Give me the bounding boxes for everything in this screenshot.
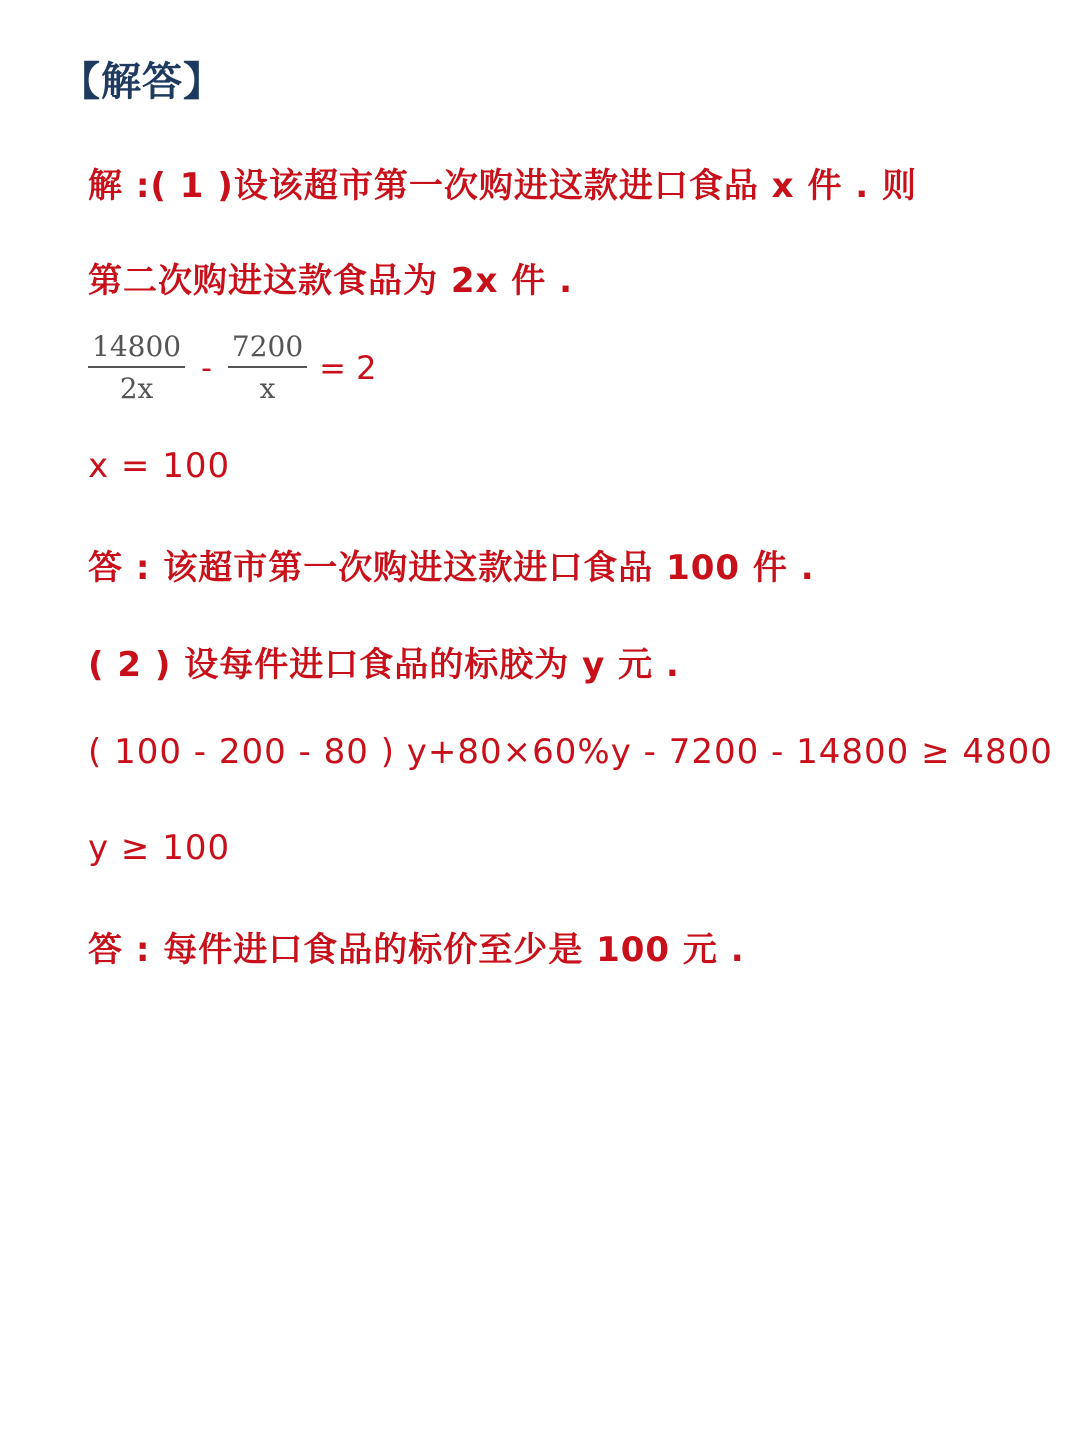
part1-setup-line2: 第二次购进这款食品为 2x 件 . (88, 261, 574, 301)
part2-setup: ( 2 ) 设每件进口食品的标胶为 y 元 . (88, 645, 680, 685)
fraction-1 (88, 330, 185, 406)
inequality: ( 100 - 200 - 80 ) y+80×60%y - 7200 - 14800 ≥ 4800 (88, 732, 1053, 772)
solution-x: x = 100 (88, 446, 231, 486)
equation-rhs: = 2 (319, 349, 377, 387)
fraction-1-numerator: 14800 (88, 330, 185, 368)
fraction-2 (228, 330, 307, 406)
minus-operator: - (201, 350, 212, 386)
answer-part2: 答 : 每件进口食品的标价至少是 100 元 . (88, 930, 745, 970)
fraction-equation (88, 330, 377, 406)
fraction-2-numerator: 7200 (228, 330, 307, 368)
fraction-1-denominator: 2x (119, 372, 154, 405)
answer-part1: 答 : 该超市第一次购进这款进口食品 100 件 . (88, 548, 815, 588)
fraction-2-denominator: x (259, 372, 276, 405)
part1-setup-line1: 解 :( 1 )设该超市第一次购进这款进口食品 x 件 . 则 (88, 166, 918, 206)
solution-y: y ≥ 100 (88, 828, 231, 868)
section-header: 【解答】 (60, 58, 224, 105)
